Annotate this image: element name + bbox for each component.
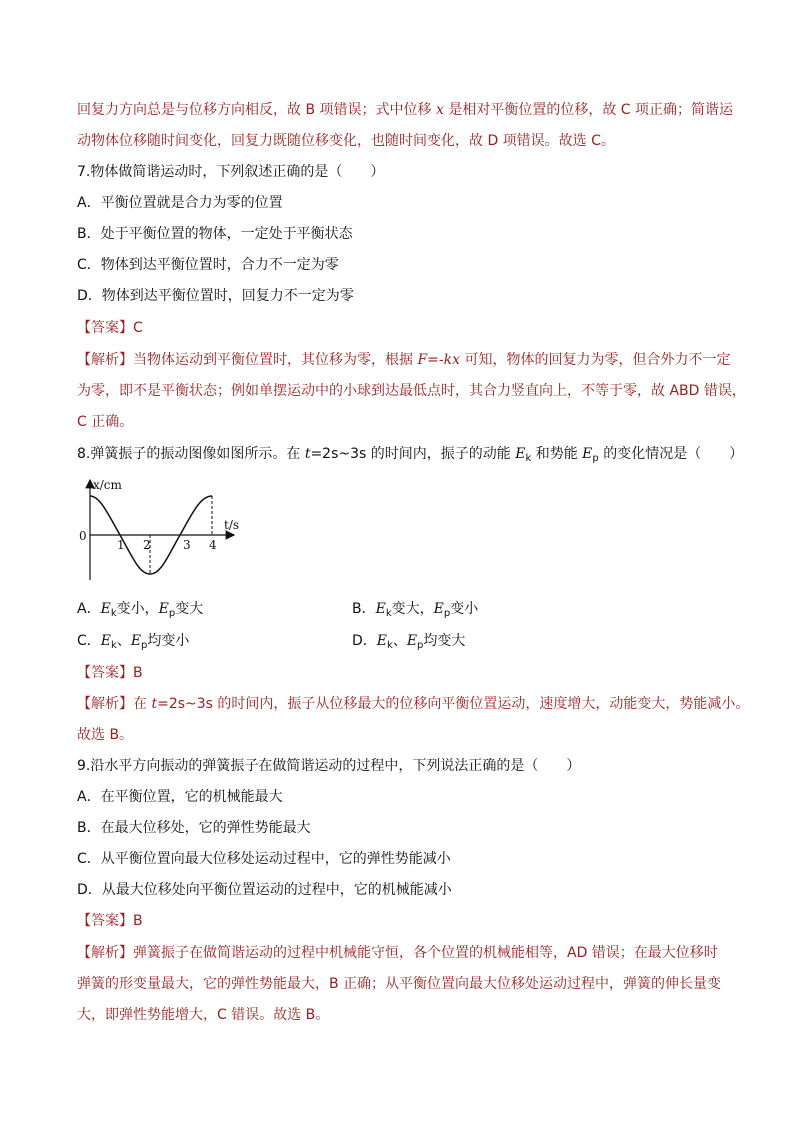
tick-label-4: 4: [209, 538, 217, 552]
q8-answer: [77, 663, 143, 683]
option-text: 均变大: [423, 633, 466, 649]
origin-label: 0: [79, 529, 87, 543]
option-text: 变大，: [391, 601, 434, 617]
q8-option-b: [352, 599, 478, 619]
subscript: p: [168, 608, 176, 619]
option-text: 变小，: [116, 601, 159, 617]
vibration-graph: [76, 474, 246, 586]
var-e: E: [406, 633, 418, 649]
analysis-tag: 【解析】: [77, 945, 133, 961]
var-t: t: [151, 696, 158, 712]
var-e: E: [158, 601, 169, 617]
q7-option-a: A．平衡位置就是合力为零的位置: [77, 195, 283, 211]
q7-answer: [77, 318, 143, 338]
answer-tag: 【答案】: [77, 320, 133, 336]
q9-option-d: D．从最大位移处向平衡位置运动的过程中，它的机械能减小: [77, 882, 452, 898]
x-axis-label: t/s: [224, 518, 240, 532]
option-text: 变大: [175, 601, 204, 617]
q9-option-b: B．在最大位移处，它的弹性势能最大: [77, 820, 311, 836]
intro-line-2: 动物体位移随时间变化，回复力既随位移变化，也随时间变化，故 D 项错误。故选 C。: [77, 133, 615, 149]
q7-option-c: C．物体到达平衡位置时，合力不一定为零: [77, 257, 339, 273]
subscript: p: [417, 640, 424, 651]
option-letter: C．: [77, 633, 101, 649]
q8-analysis-line-2: 故选 B。: [77, 727, 134, 743]
var-x: x: [435, 102, 444, 118]
intro-line-1: [77, 100, 733, 120]
q8-analysis-line-1: [77, 694, 749, 714]
answer-value: C: [133, 320, 143, 336]
stem-text: 8.弹簧振子的振动图像如图所示。在: [77, 446, 305, 462]
q9-answer: [77, 911, 143, 931]
var-e: E: [100, 601, 111, 617]
q9-option-a: A．在平衡位置，它的机械能最大: [77, 789, 283, 805]
analysis-text: 弹簧振子在做简谐运动的过程中机械能守恒，各个位置的机械能相等，AD 错误；在最大位移时: [133, 945, 718, 961]
q8-option-c: [77, 631, 189, 651]
analysis-text: =2s~3s 的时间内，振子从位移最大的位移向平衡位置运动，速度增大，动能变大，势能减小。: [157, 696, 750, 712]
q9-analysis-line-3: 大，即弹性势能增大，C 错误。故选 B。: [77, 1007, 330, 1023]
option-text: 、: [392, 633, 407, 649]
q8-stem: [77, 444, 743, 464]
q9-option-c: C．从平衡位置向最大位移处运动过程中，它的弹性势能减小: [77, 851, 451, 867]
stem-text: =2s~3s 的时间内，振子的动能: [310, 446, 516, 462]
subscript: k: [385, 608, 392, 619]
subscript: p: [443, 608, 451, 619]
stem-text: 和势能: [531, 446, 583, 462]
formula: F=-kx: [417, 352, 461, 368]
q7-analysis-line-3: C 正确。: [77, 414, 134, 430]
q7-option-b: B．处于平衡位置的物体，一定处于平衡状态: [77, 226, 353, 242]
var-e: E: [582, 446, 593, 462]
answer-tag: 【答案】: [77, 665, 133, 681]
option-letter: B．: [352, 601, 376, 617]
q9-analysis-line-2: 弹簧的形变量最大，它的弹性势能最大，B 正确；从平衡位置向最大位移处运动过程中，弹簧的伸长量变: [77, 976, 722, 992]
var-e: E: [433, 601, 444, 617]
var-e: E: [515, 446, 526, 462]
stem-text: 的变化情况是（ ）: [598, 446, 744, 462]
q7-option-d: D．物体到达平衡位置时，回复力不一定为零: [77, 288, 354, 304]
q9-analysis-line-1: [77, 943, 718, 963]
analysis-text: 在: [133, 696, 152, 712]
subscript: k: [111, 640, 117, 651]
intro-text: 是相对平衡位置的位移，故 C 项正确；简谐运: [443, 102, 733, 118]
analysis-text: 当物体运动到平衡位置时，其位移为零，根据: [133, 352, 418, 368]
var-e: E: [375, 601, 386, 617]
answer-tag: 【答案】: [77, 913, 133, 929]
analysis-text: 可知，物体的回复力为零，但合外力不一定: [460, 352, 731, 368]
var-e: E: [100, 633, 112, 649]
q8-option-a: [77, 599, 203, 619]
analysis-tag: 【解析】: [77, 696, 133, 712]
q8-option-d: [352, 631, 465, 651]
q7-stem: 7.物体做简谐运动时，下列叙述正确的是（ ）: [77, 164, 385, 180]
subscript: k: [110, 608, 117, 619]
var-t: t: [304, 446, 311, 462]
answer-value: B: [133, 913, 143, 929]
subscript-k: k: [525, 453, 532, 464]
q7-analysis-line-1: [77, 350, 730, 370]
answer-value: B: [133, 665, 143, 681]
var-e: E: [130, 633, 142, 649]
q9-stem: 9.沿水平方向振动的弹簧振子在做简谐运动的过程中，下列说法正确的是（ ）: [77, 758, 581, 774]
tick-label-1: 1: [117, 538, 125, 552]
option-letter: D．: [352, 633, 377, 649]
tick-label-2: 2: [143, 538, 151, 552]
q7-analysis-line-2: 为零，即不是平衡状态；例如单摆运动中的小球到达最低点时，其合力竖直向上，不等于零，故 ABD 错误，: [77, 383, 746, 399]
option-letter: A．: [77, 601, 101, 617]
var-e: E: [376, 633, 388, 649]
tick-label-3: 3: [183, 538, 191, 552]
subscript: p: [141, 640, 148, 651]
intro-text: 回复力方向总是与位移方向相反，故 B 项错误；式中位移: [77, 102, 436, 118]
analysis-tag: 【解析】: [77, 352, 133, 368]
option-text: 、: [116, 633, 131, 649]
subscript: k: [387, 640, 393, 651]
subscript-p: p: [592, 453, 599, 464]
option-text: 均变小: [147, 633, 190, 649]
option-text: 变小: [450, 601, 479, 617]
y-axis-label: x/cm: [93, 478, 122, 492]
